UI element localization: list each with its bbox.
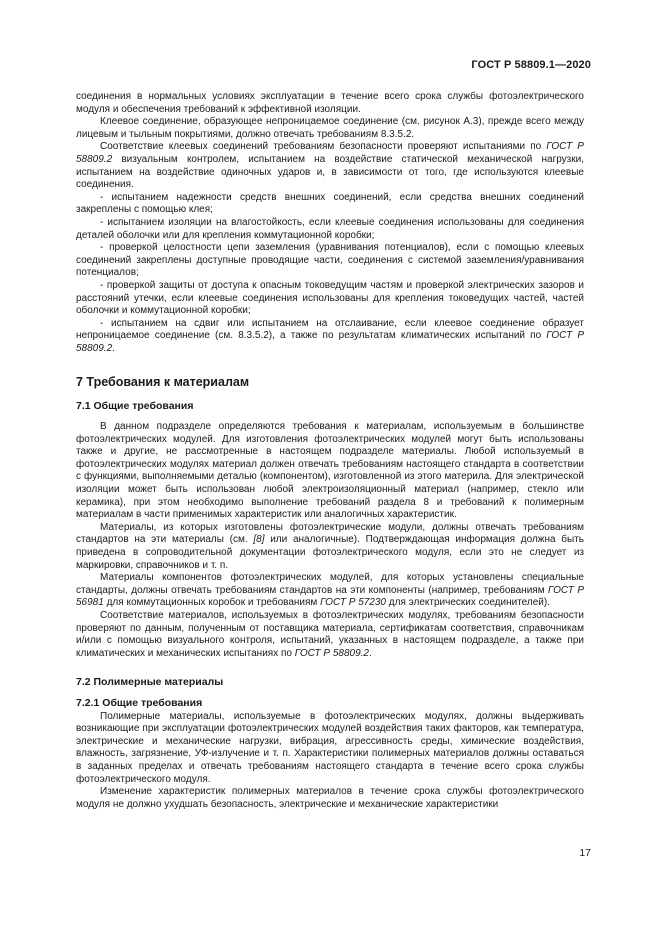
- list-item: - испытанием надежности средств внешних соединений, если средства внешних соединений закреплены с помощью клея;: [76, 191, 584, 216]
- paragraph: [76, 610, 584, 660]
- paragraph-text: для коммутационных коробок и требованиям: [103, 597, 321, 609]
- paragraph: [76, 572, 584, 610]
- standard-reference: ГОСТ Р 58809.2: [76, 141, 584, 165]
- list-item: - проверкой защиты от доступа к опасным токоведущим частям и проверкой электрических зазоров и расстояний утечки, если клеевые соединения использованы для крепления токоведущих частей, частей оболочки и коммутационной коробки;: [76, 279, 584, 317]
- subsection-heading: 7.1 Общие требования: [76, 400, 194, 413]
- paragraph: [76, 522, 584, 572]
- paragraph-text: .: [112, 342, 115, 354]
- paragraph: Полимерные материалы, используемые в фотоэлектрических модулях, должны выдерживать возникающие при эксплуатации фотоэлектрических модулей воздействия таких факторов, как температура, электрические и механические нагрузки, вибрация, агрессивность среды, химические воздействия, влажность, загрязнение, УФ-излучение и т. п. Характеристики полимерных материалов должны оставаться в заданных пределах и отвечать требованиям настоящего стандарта в течение всего срока службы фотоэлектрического модуля.: [76, 710, 584, 785]
- subsubsection-heading: 7.2.1 Общие требования: [76, 696, 203, 709]
- paragraph: В данном подразделе определяются требования к материалам, используемым в большинстве фотоэлектрических модулей. Для изготовления фотоэлектрических модулей могут быть использованы также и другие, не рассмотренные в настоящем подразделе материалы. Любой используемый в фотоэлектрических модулях материал должен отвечать требованиям настоящего стандарта в соответствии с функциями, выполняемыми деталью (компонентом), изготовленной из этого материла. Для электрической изоляции может быть использован любой электроизоляционный материал (например, стекло или керамика), при этом необходимо выполнение требований раздела 8 и требований к полимерным материалам в части применимых характеристик или аналогичных характеристик.: [76, 421, 584, 521]
- paragraph: Клеевое соединение, образующее непроницаемое соединение (см. рисунок А.3), прежде всего между лицевым и тыльным покрытиями, должно отвечать требованиям 8.3.5.2.: [76, 116, 584, 140]
- paragraph-text: - испытанием на сдвиг или испытанием на отслаивание, если клеевое соединение образует непроницаемое соединение (см. 8.3.5.2), а также по результатам климатических испытаний по: [76, 317, 584, 342]
- paragraph: [76, 141, 584, 191]
- page-number: 17: [579, 847, 591, 859]
- subsection-heading: 7.2 Полимерные материалы: [76, 676, 224, 689]
- paragraph-text: Материалы компонентов фотоэлектрических модулей, для которых установлены специальные стандарты, должны отвечать требованиям стандартов на эти компоненты (например, требованиям: [76, 572, 584, 596]
- standard-reference: ГОСТ Р 58809.2: [76, 330, 584, 354]
- paragraph: Изменение характеристик полимерных материалов в течение срока службы фотоэлектрического модуля не должно ухудшать безопасность, электрические и механические характеристики: [76, 786, 584, 810]
- paragraph-text: Материалы, из которых изготовлены фотоэлектрические модули, должны отвечать требованиям стандартов на эти материалы (см.: [76, 521, 584, 546]
- document-body: [76, 91, 584, 811]
- bibliography-reference: [8]: [253, 534, 265, 546]
- paragraph: соединения в нормальных условиях эксплуатации в течение всего срока службы фотоэлектрического модуля и обеспечения требований к эффективной изоляции.: [76, 91, 584, 115]
- paragraph-text: .: [369, 647, 372, 659]
- standard-reference: ГОСТ Р 57230: [320, 597, 386, 609]
- standard-reference: ГОСТ Р 56981: [76, 584, 584, 609]
- list-item: - проверкой целостности цепи заземления (уравнивания потенциалов), если с помощью клеевых соединений закреплены доступные проводящие части, соединения с системой заземления/уравнивания потенциалов;: [76, 242, 584, 279]
- list-item: [76, 318, 584, 356]
- paragraph-text: или аналогичные). Подтверждающая информация должна быть приведена в сопроводительной документации фотоэлектрического модуля, если это не следует из маркировки, справочников и т. п.: [76, 534, 584, 571]
- paragraph-text: для электрических соединителей).: [386, 597, 550, 609]
- document-code: ГОСТ Р 58809.1—2020: [471, 59, 591, 71]
- standard-reference: ГОСТ Р 58809.2: [294, 647, 369, 659]
- paragraph-text: визуальным контролем, испытанием на воздействие статической механической нагрузки, испытанием на воздействие одиночных ударов и, в зависимости от того, где используются клеевые соединения.: [76, 153, 584, 191]
- paragraph-text: Соответствие материалов, используемых в фотоэлектрических модулях, требованиям безопасности проверяют по данным, полученным от поставщика материала, сертификатам соответствия, справочникам и/или с помощью визуального контроля, испытаний, указанных в настоящем подразделе, а также при климатических и механических испытаниях по: [76, 609, 584, 659]
- list-item: - испытанием изоляции на влагостойкость, если клеевые соединения использованы для соединения деталей оболочки или для крепления коммутационной коробки;: [76, 216, 584, 241]
- paragraph-text: Соответствие клеевых соединений требованиям безопасности проверяют испытаниями по: [100, 141, 547, 153]
- section-heading: 7 Требования к материалам: [76, 375, 250, 390]
